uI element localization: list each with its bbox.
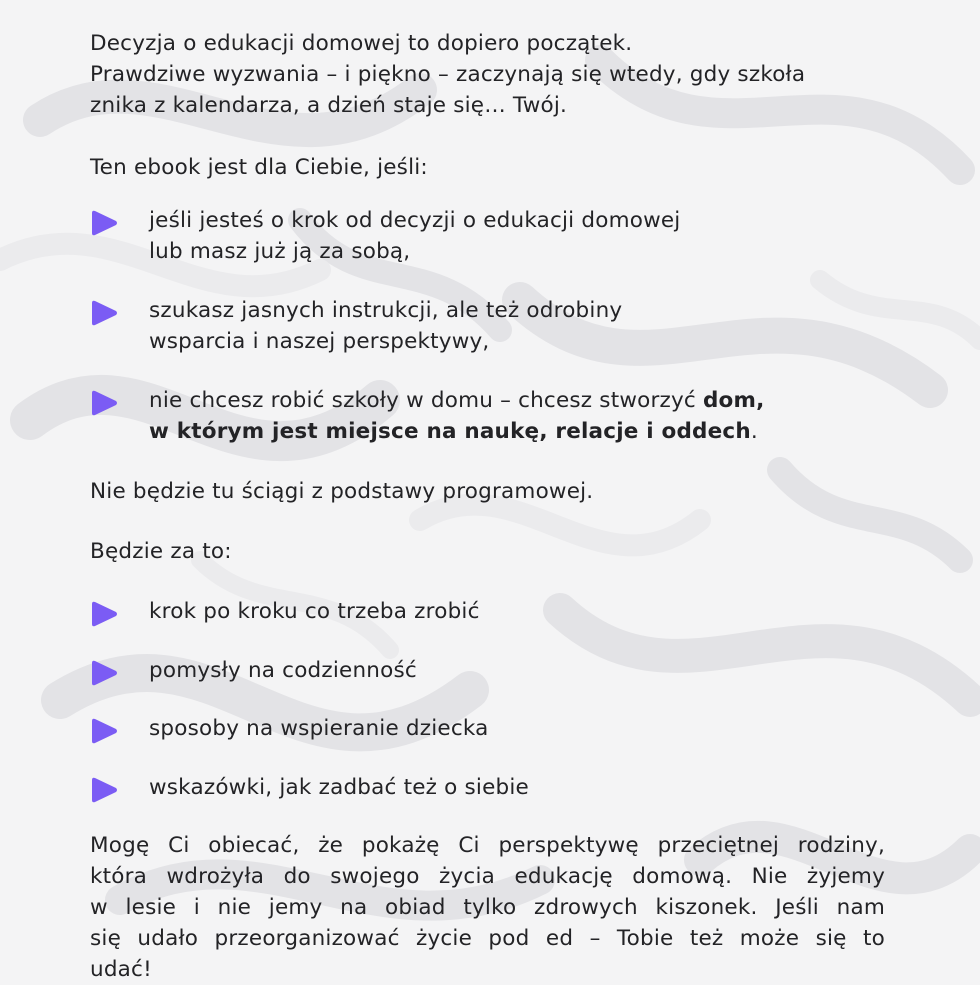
for-you-list-item — [90, 385, 890, 447]
list-item-text — [149, 416, 890, 447]
closing-line: Mogę Ci obiecać, że pokażę Ci perspektywę przeciętnej rodziny, — [90, 833, 885, 858]
play-bullet-icon — [90, 599, 120, 629]
play-bullet-icon — [90, 716, 120, 746]
list-item-text: krok po kroku co trzeba zrobić — [149, 599, 480, 624]
list-item-text: pomysły na codzienność — [149, 658, 417, 683]
emphasis-text: w którym jest miejsce na naukę, relacje i oddech — [149, 419, 751, 444]
for-you-list-item — [90, 205, 890, 267]
list-item-text-part: . — [750, 419, 758, 444]
list-item-text: lub masz już ją za sobą, — [149, 239, 411, 264]
list-item-text — [149, 385, 890, 416]
play-bullet-icon — [90, 658, 120, 688]
instead-heading: Będzie za to: — [90, 539, 232, 564]
closing-line: w lesie i nie jemy na obiad tylko zdrowych kiszonek. Jeśli nam — [90, 895, 885, 920]
instead-list-item — [90, 772, 890, 803]
play-bullet-icon — [90, 775, 120, 805]
for-you-list-item — [90, 295, 890, 357]
instead-list-item — [90, 655, 890, 686]
list-item-text: wskazówki, jak zadbać też o siebie — [149, 775, 529, 800]
play-bullet-icon — [90, 388, 120, 418]
list-item-text: sposoby na wspieranie dziecka — [149, 716, 489, 741]
intro-line: Decyzja o edukacji domowej to dopiero początek. — [90, 31, 633, 56]
closing-paragraph — [90, 830, 885, 985]
instead-list-item — [90, 713, 890, 744]
closing-line: która wdrożyła do swojego życia edukację domową. Nie żyjemy — [90, 864, 885, 889]
intro-paragraph — [90, 28, 890, 121]
emphasis-text: dom, — [702, 388, 765, 413]
list-item-text: jeśli jesteś o krok od decyzji o edukacji domowej — [149, 208, 681, 233]
closing-line: się udało przeorganizować życie pod ed – Tobie też może się to — [90, 926, 885, 951]
intro-line: znika z kalendarza, a dzień staje się… Twój. — [90, 93, 568, 118]
for-you-heading: Ten ebook jest dla Ciebie, jeśli: — [90, 155, 428, 180]
list-item-text: szukasz jasnych instrukcji, ale też odrobiny — [149, 298, 623, 323]
not-here-statement: Nie będzie tu ściągi z podstawy programowej. — [90, 479, 594, 504]
intro-line: Prawdziwe wyzwania – i piękno – zaczynają się wtedy, gdy szkoła — [90, 62, 806, 87]
list-item-text: wsparcia i naszej perspektywy, — [149, 329, 490, 354]
closing-line: udać! — [90, 957, 152, 982]
play-bullet-icon — [90, 208, 120, 238]
play-bullet-icon — [90, 298, 120, 328]
instead-list-item — [90, 596, 890, 627]
document-body — [90, 28, 890, 985]
list-item-text-part: nie chcesz robić szkoły w domu – chcesz stworzyć — [149, 388, 703, 413]
